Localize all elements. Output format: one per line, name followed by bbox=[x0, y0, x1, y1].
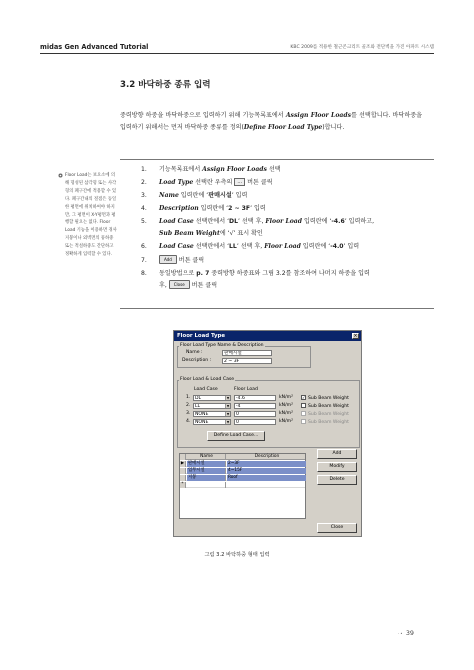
row-index: 4. bbox=[186, 419, 191, 424]
step-1: 1. 기능목록표에서 Assign Floor Loads 선택 bbox=[141, 166, 281, 173]
section-title: 3.2 바닥하중 종류 입력 bbox=[120, 80, 211, 90]
table-cell-name: 판매시설 bbox=[187, 461, 226, 467]
step-3: 3. Name 입력란에 ‘판매시설’ 입력 bbox=[141, 192, 248, 200]
floor-load-group-label: Floor Load & Load Case bbox=[180, 377, 235, 382]
page-dots: · • bbox=[397, 631, 404, 636]
description-input[interactable]: 2 ~ 3F bbox=[222, 358, 272, 364]
header-rule bbox=[40, 53, 434, 54]
steps-bottom-rule bbox=[120, 308, 434, 309]
table-row[interactable] bbox=[180, 468, 305, 474]
row-marker bbox=[180, 475, 186, 481]
step-6: 6. Load Case 선택란에서 ‘LL’ 선택 후, Floor Load 입력란에 ‘-4.0’ 입력 bbox=[141, 243, 360, 251]
table-new-row[interactable] bbox=[180, 482, 305, 488]
description-column-header: Description bbox=[254, 454, 280, 459]
step-5: 5. Load Case 선택란에서 ‘DL’ 선택 후, Floor Load 입력란에 ‘-4.6’ 입력하고, Sub Beam Weight에 ‘√’ 표시 확인 bbox=[141, 218, 375, 238]
step-7: 7. Add 버튼 클릭 bbox=[141, 256, 205, 264]
step-list bbox=[141, 164, 433, 293]
unit-label: kN/m² bbox=[279, 395, 293, 400]
name-column-header: Name bbox=[187, 454, 226, 460]
checkbox-box bbox=[301, 419, 306, 424]
add-button[interactable]: Add bbox=[317, 449, 357, 459]
running-header-title: midas Gen Advanced Tutorial bbox=[40, 43, 149, 51]
load-case-select[interactable]: NONE ▼ bbox=[195, 412, 230, 417]
load-case-select[interactable]: LL ▼ bbox=[195, 404, 230, 409]
sub-beam-weight-checkbox: Sub Beam Weight bbox=[301, 411, 349, 418]
name-input[interactable]: 판매시설 bbox=[222, 350, 272, 356]
sub-beam-weight-checkbox: Sub Beam Weight bbox=[301, 419, 349, 426]
define-load-case-button[interactable]: Define Load Case... bbox=[207, 431, 265, 441]
load-case-select[interactable]: DL ▼ bbox=[195, 396, 230, 401]
name-description-group-label: Floor Load Type Name & Description bbox=[180, 343, 264, 348]
unit-label: kN/m² bbox=[279, 419, 293, 424]
dialog-title: Floor Load Type bbox=[174, 331, 361, 341]
row-index: 2. bbox=[186, 403, 191, 408]
chevron-down-icon: ▼ bbox=[226, 412, 230, 416]
floor-load-column-label: Floor Load bbox=[234, 387, 258, 392]
step-4: 4. Description 입력란에 ‘2 ~ 3F’ 입력 bbox=[141, 205, 266, 213]
table-cell-description: Roof bbox=[227, 475, 306, 481]
page-number: · • 39 bbox=[397, 629, 414, 637]
row-index: 3. bbox=[186, 411, 191, 416]
load-case-select[interactable]: NONE ▼ bbox=[195, 420, 230, 425]
table-cell-description bbox=[227, 482, 306, 488]
floor-load-type-table bbox=[179, 453, 306, 519]
sub-beam-weight-checkbox[interactable]: Sub Beam Weight bbox=[301, 403, 349, 410]
name-label: Name : bbox=[186, 350, 203, 355]
table-cell-name: 지붕 bbox=[187, 475, 226, 481]
table-cell-name bbox=[187, 482, 226, 488]
close-button[interactable]: Close bbox=[317, 523, 357, 533]
close-button-figure: Close bbox=[169, 280, 190, 289]
sidenote: Floor Load는 보요소에 의해 형성된 삼각형 또는 사각형의 폐구간에 적용할 수 있다. 폐구간내의 절점은 동일한 평면에 위치하여야 하지만, 그 평면이 X-Y평면과 평행할 필요는 없다. Floor Load 기능을 이용하면 경사지붕이나 외벽면의 풍하중 또는 적설하중도 간단하고 정확하게 입력할 수 있다. bbox=[65, 173, 117, 258]
checkbox-box bbox=[301, 403, 306, 408]
floor-load-input[interactable]: 0 bbox=[234, 419, 276, 425]
row-index: 1. bbox=[186, 395, 191, 400]
unit-label: kN/m² bbox=[279, 403, 293, 408]
figure-caption: 그림 3.2 바닥하중 형태 입력 bbox=[204, 552, 270, 558]
table-cell-description: 2~3F bbox=[227, 461, 306, 467]
table-cell-name: 업무시설 bbox=[187, 468, 226, 474]
intro-paragraph: 중력방향 하중을 바닥하중으로 입력하기 위해 기능목록표에서 Assign Floor Loads를 선택합니다. 바닥하중을 입력하기 위해서는 먼저 바닥하중 종류를 정의(Define Floor Load Type)합니다. bbox=[120, 112, 422, 131]
new-row-icon: * bbox=[180, 482, 186, 488]
sub-beam-weight-checkbox[interactable]: ✓ Sub Beam Weight bbox=[302, 395, 349, 401]
floor-load-type-dialog bbox=[173, 330, 362, 537]
unit-label: kN/m² bbox=[279, 411, 293, 416]
row-pointer-icon: ▶ bbox=[180, 461, 185, 466]
check-icon: ✓ bbox=[302, 395, 306, 400]
steps-top-rule bbox=[120, 159, 434, 160]
row-marker bbox=[180, 468, 186, 474]
checkbox-box bbox=[301, 411, 306, 416]
floor-load-input[interactable]: 0 bbox=[234, 411, 276, 417]
floor-load-input[interactable]: -4 bbox=[234, 403, 276, 409]
step-8: 8. 동일방법으로 p. 7 중력방향 하중표와 그림 3.2를 참조하여 나머지 하중을 입력 후, Close 버튼 클릭 bbox=[141, 269, 370, 289]
chevron-down-icon: ▼ bbox=[226, 420, 230, 424]
floor-load-input[interactable]: -4.6 bbox=[234, 395, 276, 401]
load-case-column-label: Load Case bbox=[194, 387, 218, 392]
description-label: Description : bbox=[182, 358, 212, 363]
table-row[interactable] bbox=[180, 475, 305, 481]
table-cell-description: 4~15F bbox=[227, 468, 306, 474]
load-type-browse-button: ... bbox=[234, 178, 245, 186]
running-header-subtitle: KBC 2009를 적용한 철근콘크리트 골조와 전단벽을 가진 아파트 시스템 bbox=[290, 45, 434, 50]
table-row[interactable] bbox=[180, 461, 305, 467]
close-icon[interactable]: × bbox=[353, 333, 358, 339]
chevron-down-icon: ▼ bbox=[226, 396, 230, 400]
step-2: 2. Load Type 선택란 우측의 ... 버튼 클릭 bbox=[141, 179, 273, 187]
table-header bbox=[180, 454, 305, 460]
chevron-down-icon: ▼ bbox=[226, 404, 230, 408]
delete-button[interactable]: Delete bbox=[317, 475, 357, 485]
modify-button[interactable]: Modify bbox=[317, 462, 357, 472]
add-button-figure: Add bbox=[159, 255, 177, 264]
